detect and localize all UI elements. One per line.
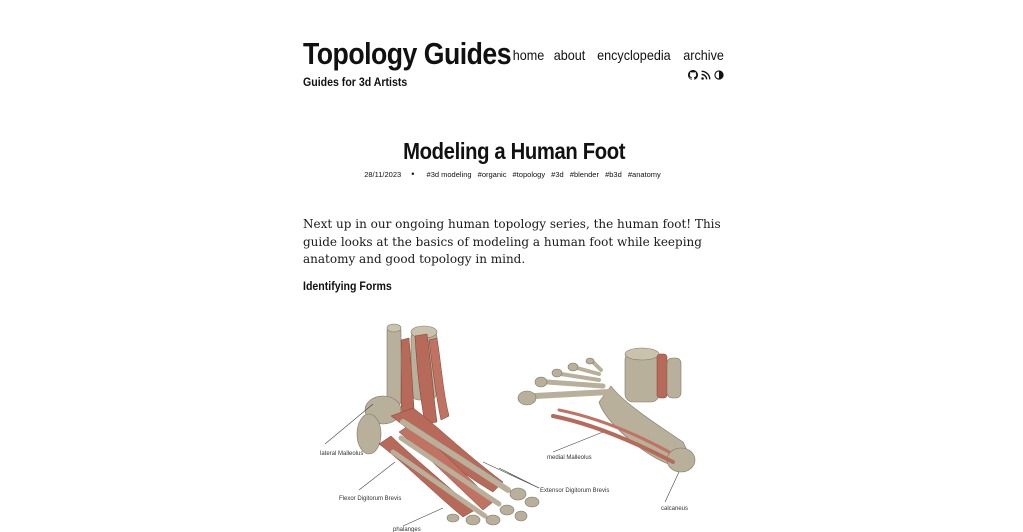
post-title [303,137,726,165]
section-heading: Identifying Forms [303,281,392,293]
label-extensor-digitorum-brevis: Extensor Digitorum Brevis [540,488,610,494]
foot-anatomy-figure [303,312,723,532]
foot-anatomy-illustration [303,312,723,532]
label-flexor-digitorum-brevis: Flexor Digitorum Brevis [339,496,402,502]
nav-home[interactable]: home [512,47,545,63]
github-icon[interactable] [688,70,698,80]
tag-organic[interactable]: #organic [477,170,507,179]
tag-3d[interactable]: #3d [551,170,564,179]
label-phalanges: phalanges [393,527,421,532]
rss-icon[interactable] [701,70,711,80]
medial-view-foot [518,348,695,472]
theme-toggle-icon[interactable] [714,70,724,80]
post-title-text: Modeling a Human Foot [403,138,626,164]
post-intro: Next up in our ongoing human topology series, the human foot! This guide looks at the basics of modeling a human foot while keeping anatomy and good topology in mind. [303,217,721,266]
nav-icons [688,70,724,80]
post-meta [303,169,726,179]
nav-archive[interactable]: archive [683,47,724,63]
tag-3d-modeling[interactable]: #3d modeling [426,170,472,179]
nav-about[interactable]: about [553,47,586,63]
tag-anatomy[interactable]: #anatomy [627,170,661,179]
site-header [303,36,726,96]
label-lateral-malleolus: lateral Malleolus [320,451,364,457]
tag-topology[interactable]: #topology [512,170,546,179]
label-calcaneus: calcaneus [661,506,689,512]
post-date: 28/11/2023 [364,170,402,179]
main-nav [511,47,726,63]
meta-separator: • [411,169,415,179]
site-subtitle: Guides for 3d Artists [303,77,408,89]
site-title[interactable]: Topology Guides [303,36,512,71]
tag-b3d[interactable]: #b3d [605,170,622,179]
lateral-view-foot [357,324,539,525]
nav-encyclopedia[interactable]: encyclopedia [597,47,671,63]
tag-blender[interactable]: #blender [569,170,599,179]
label-medial-malleolus: medial Malleolus [547,455,592,461]
